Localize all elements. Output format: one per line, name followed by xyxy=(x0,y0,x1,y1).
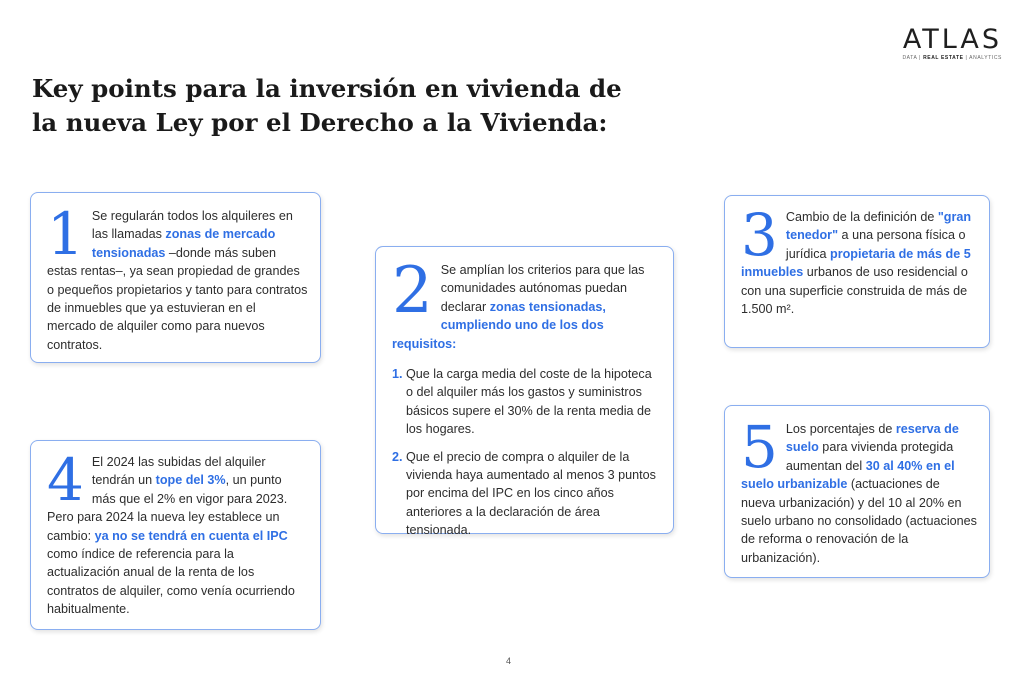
logo-wordmark: ATLAS xyxy=(902,24,1002,55)
highlight-text: ya no se tendrá en cuenta el IPC xyxy=(94,528,288,543)
text-segment: como índice de referencia para la actualización anual de la renta de los contratos de alquiler, como venía ocurriendo habitualmente. xyxy=(47,547,295,617)
text-segment: , un punto más que el 2% en vigor para 2023. Pero para 2024 la nueva ley establece un cambio: xyxy=(47,473,288,543)
text-segment: –donde más suben estas rentas–, ya sean propiedad de grandes o pequeños propietarios y tanto para contratos de inmuebles que ya estuvieran en el mercado de alquiler como para nuevos contratos. xyxy=(47,245,308,352)
highlight-text: "gran tenedor" xyxy=(785,210,972,243)
key-point-card-1 xyxy=(30,192,321,363)
page-title: Key points para la inversión en vivienda de la nueva Ley por el Derecho a la Vivienda: xyxy=(32,74,622,137)
text-segment: Cambio de la definición de xyxy=(785,210,938,224)
highlight-text: reserva de suelo xyxy=(785,422,959,455)
text-segment: urbanos de uso residencial o con una superficie construida de más de 1.500 m². xyxy=(741,265,968,317)
card-number: 1 xyxy=(47,200,84,268)
list-item-number: 2. xyxy=(392,449,403,464)
list-item xyxy=(392,365,661,439)
card-text xyxy=(47,446,308,619)
text-segment: Los porcentajes de xyxy=(785,422,896,436)
text-segment: Se regularán todos los alquileres en las llamadas xyxy=(91,209,293,242)
logo-tagline-analytics: ANALYTICS xyxy=(969,55,1002,61)
card-number: 3 xyxy=(741,201,778,269)
card-text xyxy=(47,200,308,354)
key-point-card-5 xyxy=(724,405,990,578)
requirements-list xyxy=(392,365,661,540)
highlight-text: zonas de mercado tensionadas xyxy=(91,227,276,260)
highlight-text: propietaria de más de 5 inmuebles xyxy=(741,246,971,280)
text-segment: Se amplían los criterios para que las comunidades autónomas puedan declarar xyxy=(440,263,645,314)
list-item xyxy=(392,448,661,540)
text-segment: El 2024 las subidas del alquiler tendrán un xyxy=(91,455,266,488)
logo-tagline-data: DATA xyxy=(902,55,918,61)
text-segment: a una persona física o jurídica xyxy=(785,228,966,261)
list-item-number: 1. xyxy=(392,367,403,382)
atlas-logo xyxy=(902,26,1002,61)
text-segment: para vivienda protegida aumentan del xyxy=(785,440,954,473)
logo-tagline: DATA | REAL ESTATE | ANALYTICS xyxy=(902,55,1002,61)
card-number: 2 xyxy=(392,254,433,328)
key-point-card-2 xyxy=(375,246,674,538)
key-point-card-4 xyxy=(30,440,321,630)
highlight-text: tope del 3% xyxy=(155,473,226,488)
card-number: 4 xyxy=(47,446,84,514)
text-segment: (actuaciones de nueva urbanización) y del 10 al 20% en suelo urbano no consolidado (actuaciones de reforma o renovación de la urbanización). xyxy=(741,477,977,565)
logo-tagline-realestate: REAL ESTATE xyxy=(923,55,964,61)
card-number: 5 xyxy=(741,413,778,481)
page-number: 4 xyxy=(506,656,512,666)
key-point-card-3 xyxy=(724,195,990,348)
list-item-text: Que la carga media del coste de la hipoteca o del alquiler más los gastos y suministros básicos supere el 30% de la renta media de los hogares. xyxy=(406,367,652,437)
highlight-text: zonas tensionadas, cumpliendo uno de los dos requisitos: xyxy=(392,299,606,351)
list-item-text: Que el precio de compra o alquiler de la vivienda haya aumentado al menos 3 puntos por encima del IPC en los cinco años anteriores a la declaración de área tensionada. xyxy=(406,449,656,538)
highlight-text: 30 al 40% en el suelo urbanizable xyxy=(741,458,955,492)
